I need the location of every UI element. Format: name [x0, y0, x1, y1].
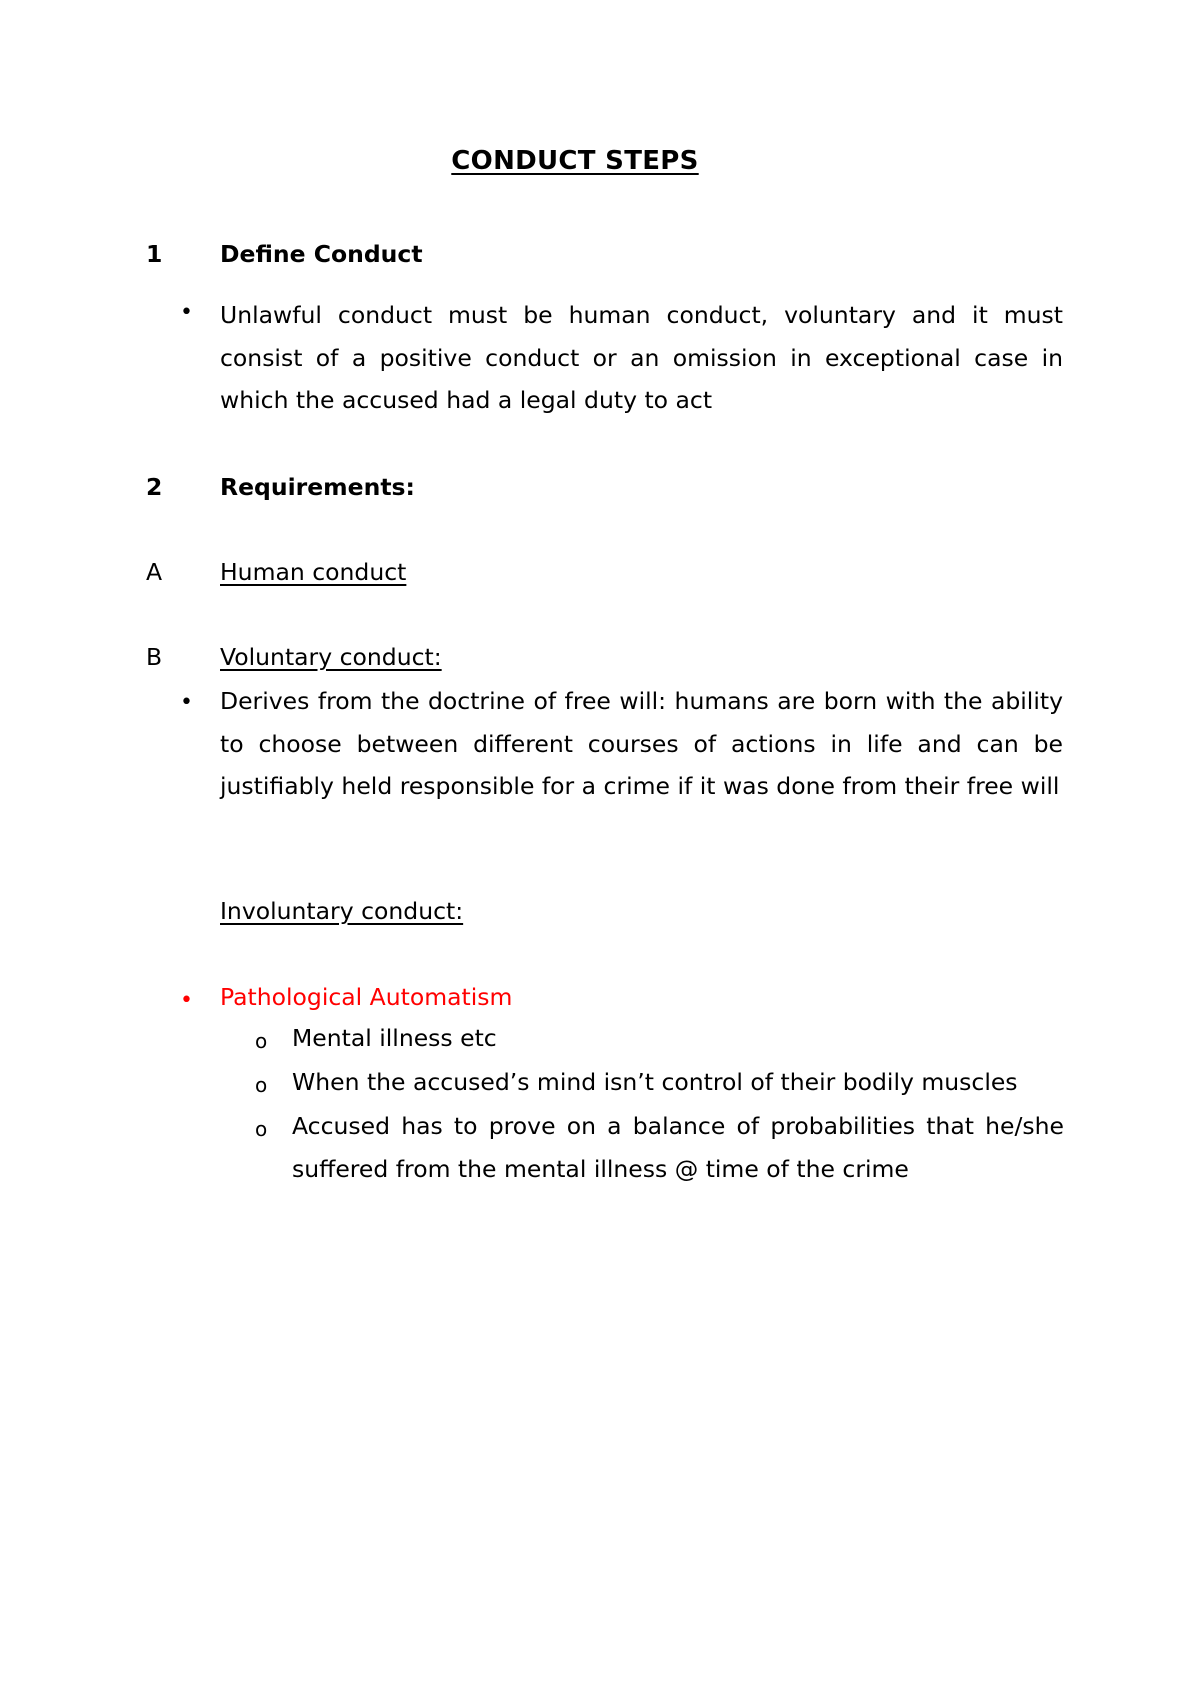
- sub-marker-1: o: [255, 1029, 268, 1053]
- sub-marker-2: o: [255, 1073, 268, 1097]
- sub-marker-3: o: [255, 1117, 268, 1141]
- pathological-bullet: •: [180, 988, 193, 1013]
- involuntary-heading: Involuntary conduct:: [220, 897, 464, 925]
- section-1-text: Unlawful conduct must be human conduct, voluntary and it must consist of a positive conduct or an omission in exceptional case in which the accused had a legal duty to act: [220, 301, 1063, 414]
- section-1-bullet: •: [180, 300, 193, 325]
- section-b-heading: Voluntary conduct:: [220, 643, 442, 671]
- section-1-number: 1: [146, 240, 163, 268]
- page-title: CONDUCT STEPS: [451, 146, 699, 176]
- section-a-letter: A: [146, 558, 163, 586]
- sub-item-1: Mental illness etc: [292, 1024, 497, 1052]
- section-b-letter: B: [146, 643, 163, 671]
- section-b-bullet: •: [180, 690, 193, 715]
- section-2-heading: Requirements:: [220, 473, 415, 501]
- section-1-heading: Define Conduct: [220, 240, 423, 268]
- section-2-number: 2: [146, 473, 163, 501]
- sub-item-2: When the accused’s mind isn’t control of their bodily muscles: [292, 1068, 1018, 1096]
- section-a-heading: Human conduct: [220, 558, 407, 586]
- pathological-automatism: Pathological Automatism: [220, 983, 513, 1011]
- sub-item-3: Accused has to prove on a balance of probabilities that he/she suffered from the mental illness @ time of the crime: [292, 1112, 1064, 1183]
- section-b-text: Derives from the doctrine of free will: humans are born with the ability to choose between different courses of actions in life and can be justifiably held responsible for a crime if it was done from their free will: [220, 687, 1063, 800]
